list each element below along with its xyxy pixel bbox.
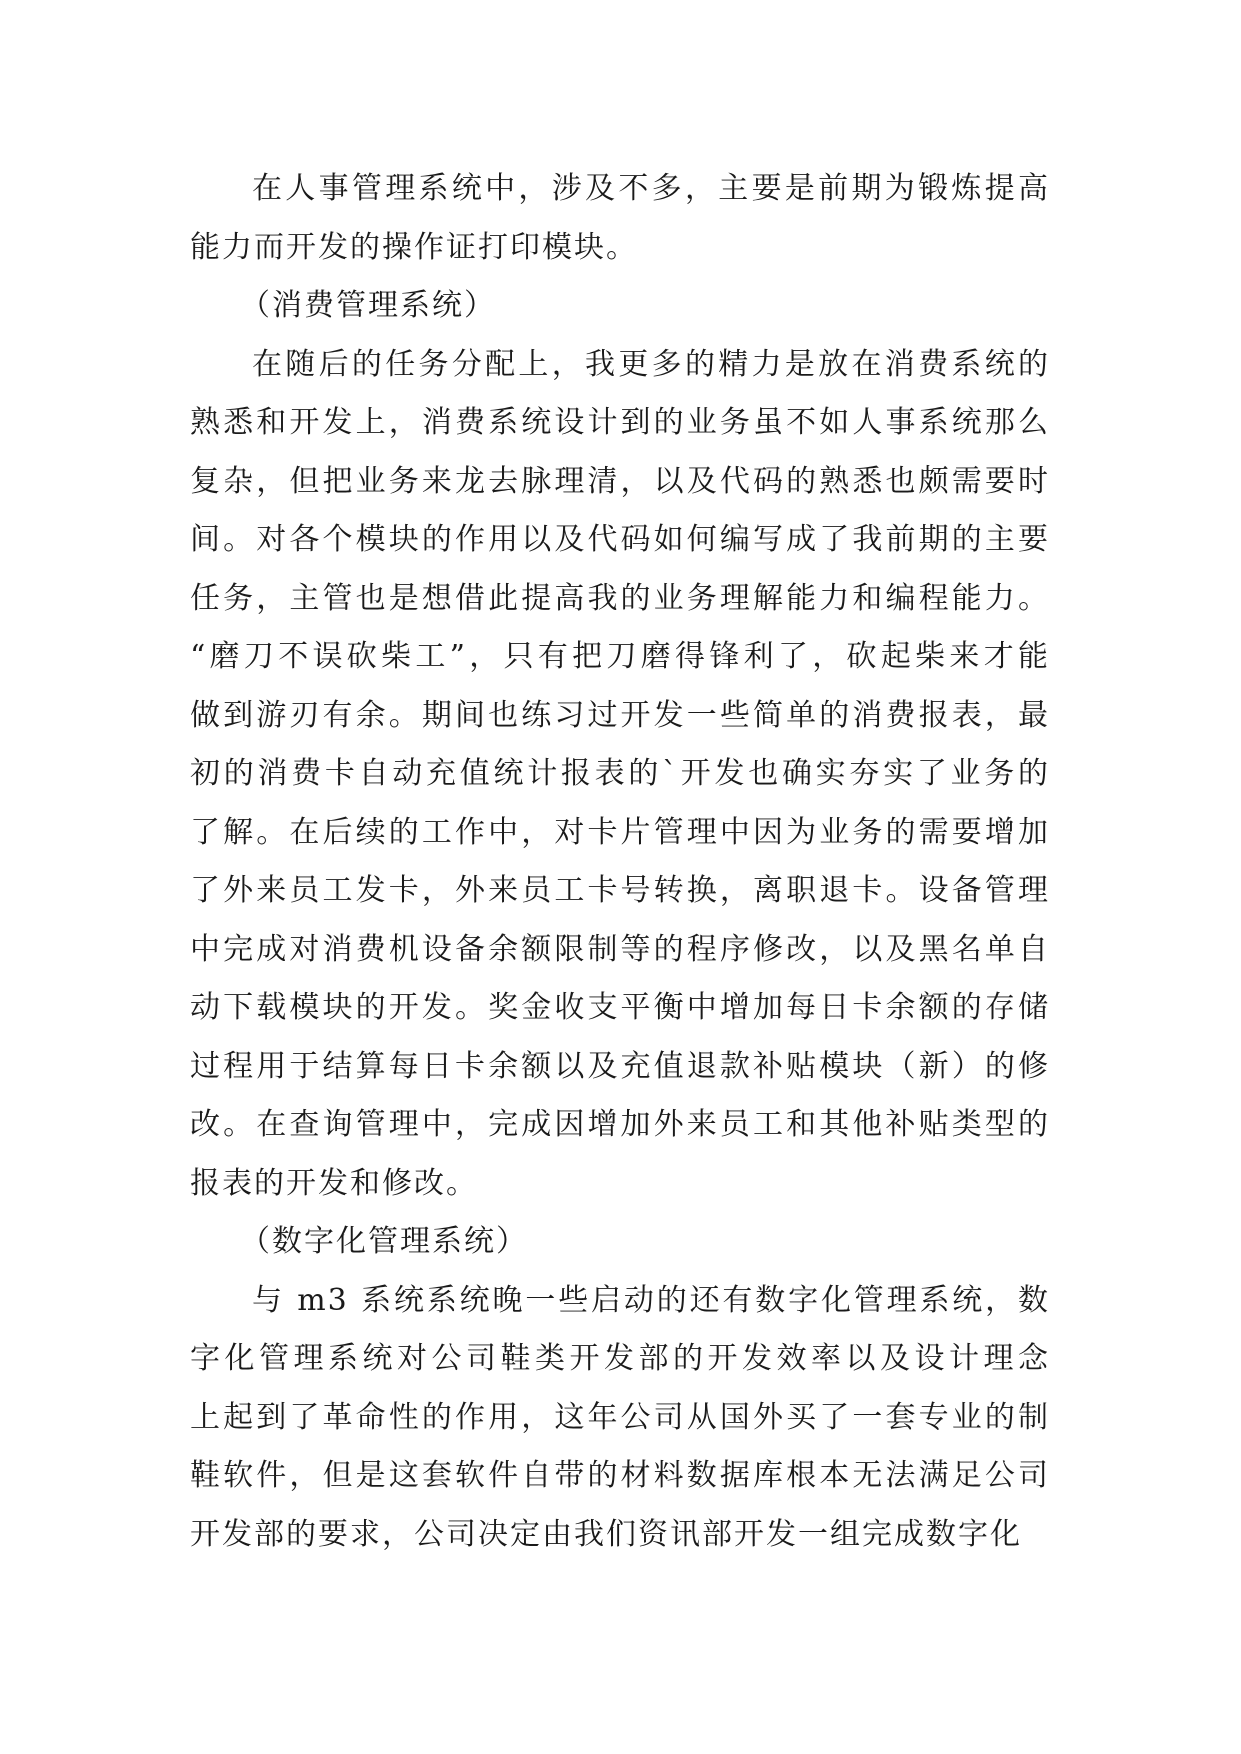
paragraph-line: 了解。在后续的工作中，对卡片管理中因为业务的需要增加 [190,814,1050,850]
paragraph-line: 初的消费卡自动充值统计报表的`开发也确实夯实了业务的 [190,756,1050,791]
paragraph-line: 做到游刃有余。期间也练习过开发一些简单的消费报表，最 [190,697,1050,733]
paragraph [190,160,1050,277]
paragraph-line: 中完成对消费机设备余额限制等的程序修改，以及黑名单自 [190,931,1050,967]
paragraph-line: 上起到了革命性的作用，这年公司从国外买了一套专业的制 [190,1399,1050,1435]
paragraph-line: 了外来员工发卡，外来员工卡号转换，离职退卡。设备管理 [190,873,1050,908]
paragraph-line: 能力而开发的操作证打印模块。 [190,229,638,265]
paragraph-line: “磨刀不误砍柴工”，只有把刀磨得锋利了，砍起柴来才能 [190,639,1050,674]
document-page [190,160,1050,1564]
paragraph-line: 字化管理系统对公司鞋类开发部的开发效率以及设计理念 [190,1341,1050,1376]
paragraph-line: 熟悉和开发上，消费系统设计到的业务虽不如人事系统那么 [190,405,1050,440]
paragraph-line: 报表的开发和修改。 [190,1165,478,1201]
paragraph-line: 改。在查询管理中，完成因增加外来员工和其他补贴类型的 [190,1107,1050,1142]
paragraph-line: 开发部的要求，公司决定由我们资讯部开发一组完成数字化 [190,1516,1022,1552]
paragraph-line: 间。对各个模块的作用以及代码如何编写成了我前期的主要 [190,522,1050,557]
section-heading: （数字化管理系统） [240,1224,528,1259]
paragraph [190,336,1050,1214]
paragraph-line: 过程用于结算每日卡余额以及充值退款补贴模块（新）的修 [190,1048,1050,1084]
paragraph-line: 在人事管理系统中，涉及不多，主要是前期为锻炼提高 [252,171,1050,206]
paragraph-line: 在随后的任务分配上，我更多的精力是放在消费系统的 [252,346,1050,382]
paragraph-line: 任务，主管也是想借此提高我的业务理解能力和编程能力。 [190,580,1050,616]
paragraph-line: 复杂，但把业务来龙去脉理清，以及代码的熟悉也颇需要时 [190,463,1050,499]
paragraph-line: 鞋软件，但是这套软件自带的材料数据库根本无法满足公司 [190,1458,1050,1493]
paragraph [190,1272,1050,1565]
paragraph-line: 与 m3 系统系统晚一些启动的还有数字化管理系统，数 [252,1282,1050,1318]
paragraph-line: 动下载模块的开发。奖金收支平衡中增加每日卡余额的存储 [190,990,1050,1025]
section-heading: （消费管理系统） [240,288,496,323]
